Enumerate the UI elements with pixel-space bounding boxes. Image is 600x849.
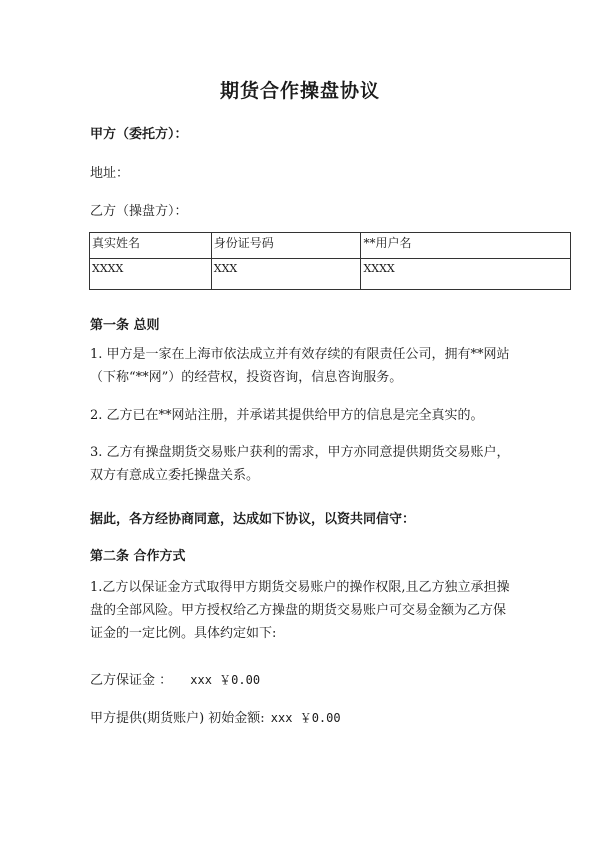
article-2-heading: 第二条 合作方式 [90, 549, 186, 564]
article-1-item-1: 1. 甲方是一家在上海市依法成立并有效存续的有限责任公司，拥有**网站（下称“**网”）的经营权，投资咨询，信息咨询服务。 [90, 347, 510, 385]
deposit-line [90, 669, 260, 688]
party-b-info-table [89, 232, 571, 290]
table-header-row [90, 233, 571, 259]
table-cell: XXX [211, 259, 361, 290]
table-header-cell: **用户名 [361, 233, 571, 259]
article-1-item-3: 3. 乙方有操盘期货交易账户获利的需求，甲方亦同意提供期货交易账户，双方有意成立委托操盘关系。 [90, 445, 510, 483]
article-1-item-2: 2. 乙方已在**网站注册，并承诺其提供给甲方的信息是完全真实的。 [90, 408, 484, 423]
deposit-value: xxx ￥0.00 [190, 673, 261, 687]
table-row [90, 259, 571, 290]
table-header-cell: 真实姓名 [90, 233, 212, 259]
provided-label: 甲方提供(期货账户) 初始金额: [90, 711, 265, 726]
table-cell: XXXX [361, 259, 571, 290]
provided-value: xxx ￥0.00 [270, 711, 341, 725]
provided-line [90, 707, 341, 726]
article-2-item-1: 1.乙方以保证金方式取得甲方期货交易账户的操作权限,且乙方独立承担操盘的全部风险。甲方授权给乙方操盘的期货交易账户可交易金额为乙方保证金的一定比例。具体约定如下: [90, 580, 510, 641]
document-title: 期货合作操盘协议 [219, 80, 380, 102]
table-cell: XXXX [90, 259, 212, 290]
address-label: 地址： [90, 166, 130, 181]
party-a-label: 甲方（委托方）： [90, 127, 188, 142]
agreement-statement: 据此，各方经协商同意，达成如下协议，以资共同信守： [90, 512, 416, 527]
table-header-cell: 身份证号码 [211, 233, 361, 259]
deposit-label: 乙方保证金 ： [90, 673, 173, 688]
article-1-heading: 第一条 总则 [90, 318, 160, 333]
party-b-label: 乙方（操盘方）： [90, 204, 188, 219]
